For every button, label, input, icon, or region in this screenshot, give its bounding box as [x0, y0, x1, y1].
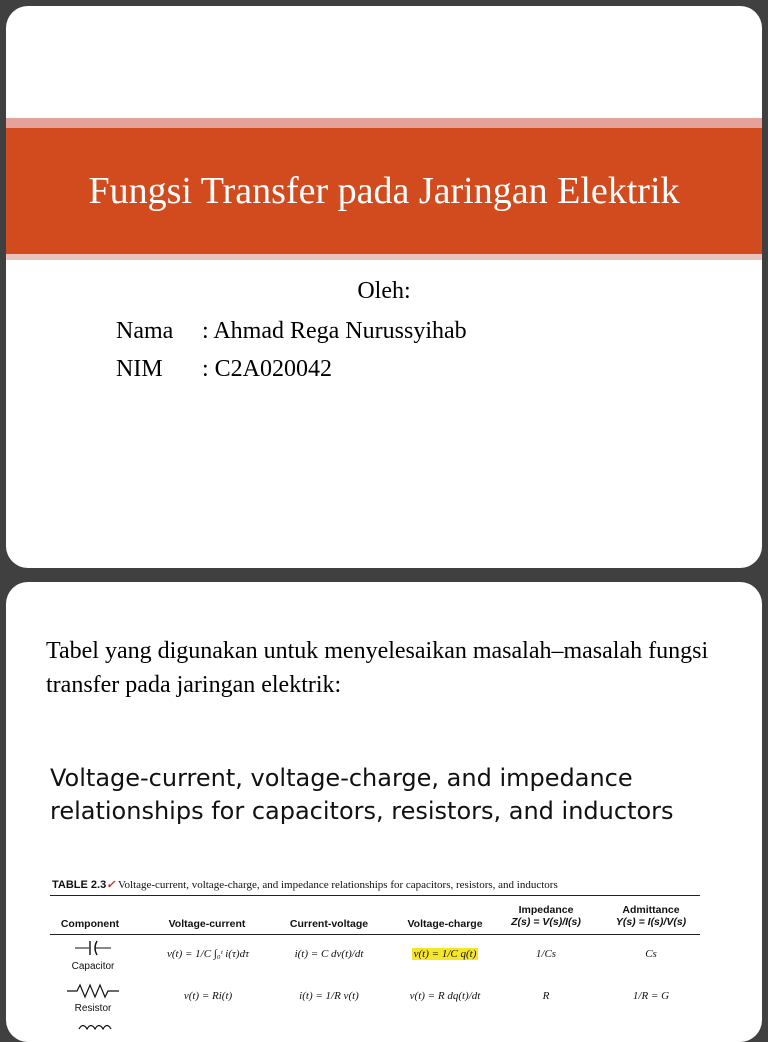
resistor-symbol-icon	[65, 982, 121, 1000]
capacitor-symbol-icon	[73, 938, 113, 958]
capacitor-impedance: 1/Cs	[535, 948, 557, 960]
nama-label: Nama	[116, 318, 174, 344]
admittance-formula: Y(s) = I(s)/V(s)	[615, 916, 687, 928]
intro-text: Tabel yang digunakan untuk menyelesaikan masalah–masalah fungsi transfer pada jaringan elektrik:	[46, 638, 709, 698]
col-header-component: Component	[60, 918, 120, 930]
nim-value: : C2A020042	[202, 356, 333, 382]
table-heading: Voltage-current, voltage-charge, and impedance relationships for capacitors, resistors, and inductors	[50, 764, 674, 825]
table-caption	[52, 878, 558, 891]
check-mark-icon: ✓	[106, 879, 116, 891]
col-header-voltage-current: Voltage-current	[168, 918, 246, 930]
title-slide	[6, 6, 762, 568]
nama-row	[116, 318, 467, 345]
nim-label: NIM	[116, 356, 163, 382]
table-label: TABLE 2.3	[52, 879, 107, 891]
title-band-top-stripe	[6, 118, 762, 128]
slide-title: Fungsi Transfer pada Jaringan Elektrik	[88, 170, 680, 212]
table-header-rule	[50, 934, 700, 935]
oleh-label: Oleh:	[357, 278, 411, 304]
capacitor-voltage-current: v(t) = 1/C ∫₀ᵗ i(τ)dτ	[166, 948, 250, 960]
nama-value: : Ahmad Rega Nurussyihab	[202, 318, 467, 344]
capacitor-admittance: Cs	[645, 948, 657, 960]
table-slide	[6, 582, 762, 1042]
resistor-label: Resistor	[74, 1003, 112, 1014]
col-header-impedance	[496, 904, 596, 928]
resistor-admittance: 1/R = G	[632, 990, 670, 1002]
title-band	[6, 128, 762, 254]
table-caption-text: Voltage-current, voltage-charge, and impedance relationships for capacitors, resistors, and inductors	[117, 879, 558, 891]
capacitor-current-voltage: i(t) = C dv(t)/dt	[294, 948, 364, 960]
capacitor-label: Capacitor	[71, 961, 115, 972]
resistor-impedance: R	[542, 990, 550, 1002]
col-header-current-voltage: Current-voltage	[289, 918, 369, 930]
resistor-voltage-current: v(t) = Ri(t)	[183, 990, 233, 1002]
resistor-voltage-charge: v(t) = R dq(t)/dt	[409, 990, 481, 1002]
capacitor-voltage-charge-cell	[390, 948, 500, 960]
impedance-title: Impedance	[518, 904, 574, 916]
table-top-rule	[50, 895, 700, 896]
admittance-title: Admittance	[622, 904, 680, 916]
nim-row	[116, 356, 332, 383]
impedance-formula: Z(s) = V(s)/I(s)	[511, 916, 581, 928]
inductor-symbol-icon	[73, 1022, 113, 1030]
col-header-voltage-charge: Voltage-charge	[407, 918, 483, 930]
col-header-admittance	[596, 904, 706, 928]
resistor-cell	[58, 982, 128, 1014]
title-band-bottom-stripe	[6, 254, 762, 260]
capacitor-cell	[58, 938, 128, 972]
resistor-current-voltage: i(t) = 1/R v(t)	[299, 990, 359, 1002]
capacitor-voltage-charge: v(t) = 1/C q(t)	[413, 948, 477, 960]
